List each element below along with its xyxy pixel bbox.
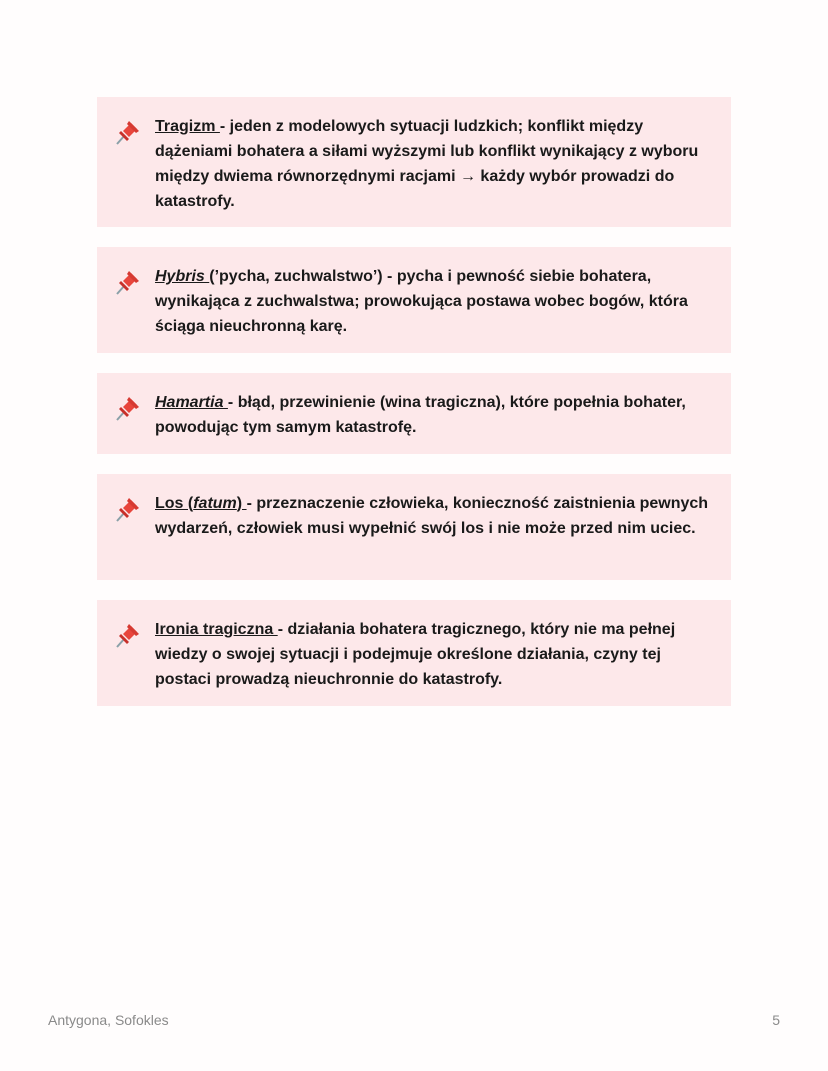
pushpin-icon [113,393,143,423]
definition: - przeznaczenie człowieka, konieczność zaistnienia pewnych wydarzeń, człowiek musi wypełnić swój los i nie może przed nim uciec. [155,495,709,537]
pushpin-icon [113,117,143,147]
definition-text [155,491,711,541]
definition-callout [97,247,731,353]
pushpin-icon [113,267,143,297]
definition-callout [97,600,731,706]
term: Ironia tragiczna [155,621,278,638]
definition-text [155,390,711,440]
definition: - działania bohatera tragicznego, który nie ma pełnej wiedzy o swojej sytuacji i podejmuje określone działania, czyny tej postaci prowadzą nieuchronnie do katastrofy. [155,621,676,688]
pushpin-icon [113,620,143,650]
term: Los (fatum) [155,495,247,512]
definition: (’pycha, zuchwalstwo’) - pycha i pewność siebie bohatera, wynikająca z zuchwalstwa; prowokująca postawa wobec bogów, która ściąga nieuchronną karę. [155,268,688,335]
term: Hybris [155,268,210,285]
definition-text [155,617,711,692]
term: Tragizm [155,118,220,135]
term: Hamartia [155,394,228,411]
definition-text [155,114,711,214]
pushpin-icon [113,494,143,524]
page-number: 5 [772,1012,780,1028]
definition-callout [97,373,731,454]
definition: - jeden z modelowych sytuacji ludzkich; konflikt między dążeniami bohatera a siłami wyższymi lub konflikt wynikający z wyboru między dwiema równorzędnymi racjami → każdy wybór prowadzi do katastrofy. [155,118,699,210]
footer-title: Antygona, Sofokles [48,1012,169,1028]
definition-callout [97,474,731,580]
definition-text [155,264,711,339]
definition: - błąd, przewinienie (wina tragiczna), które popełnia bohater, powodując tym samym katastrofę. [155,394,686,436]
definition-callout [97,97,731,227]
